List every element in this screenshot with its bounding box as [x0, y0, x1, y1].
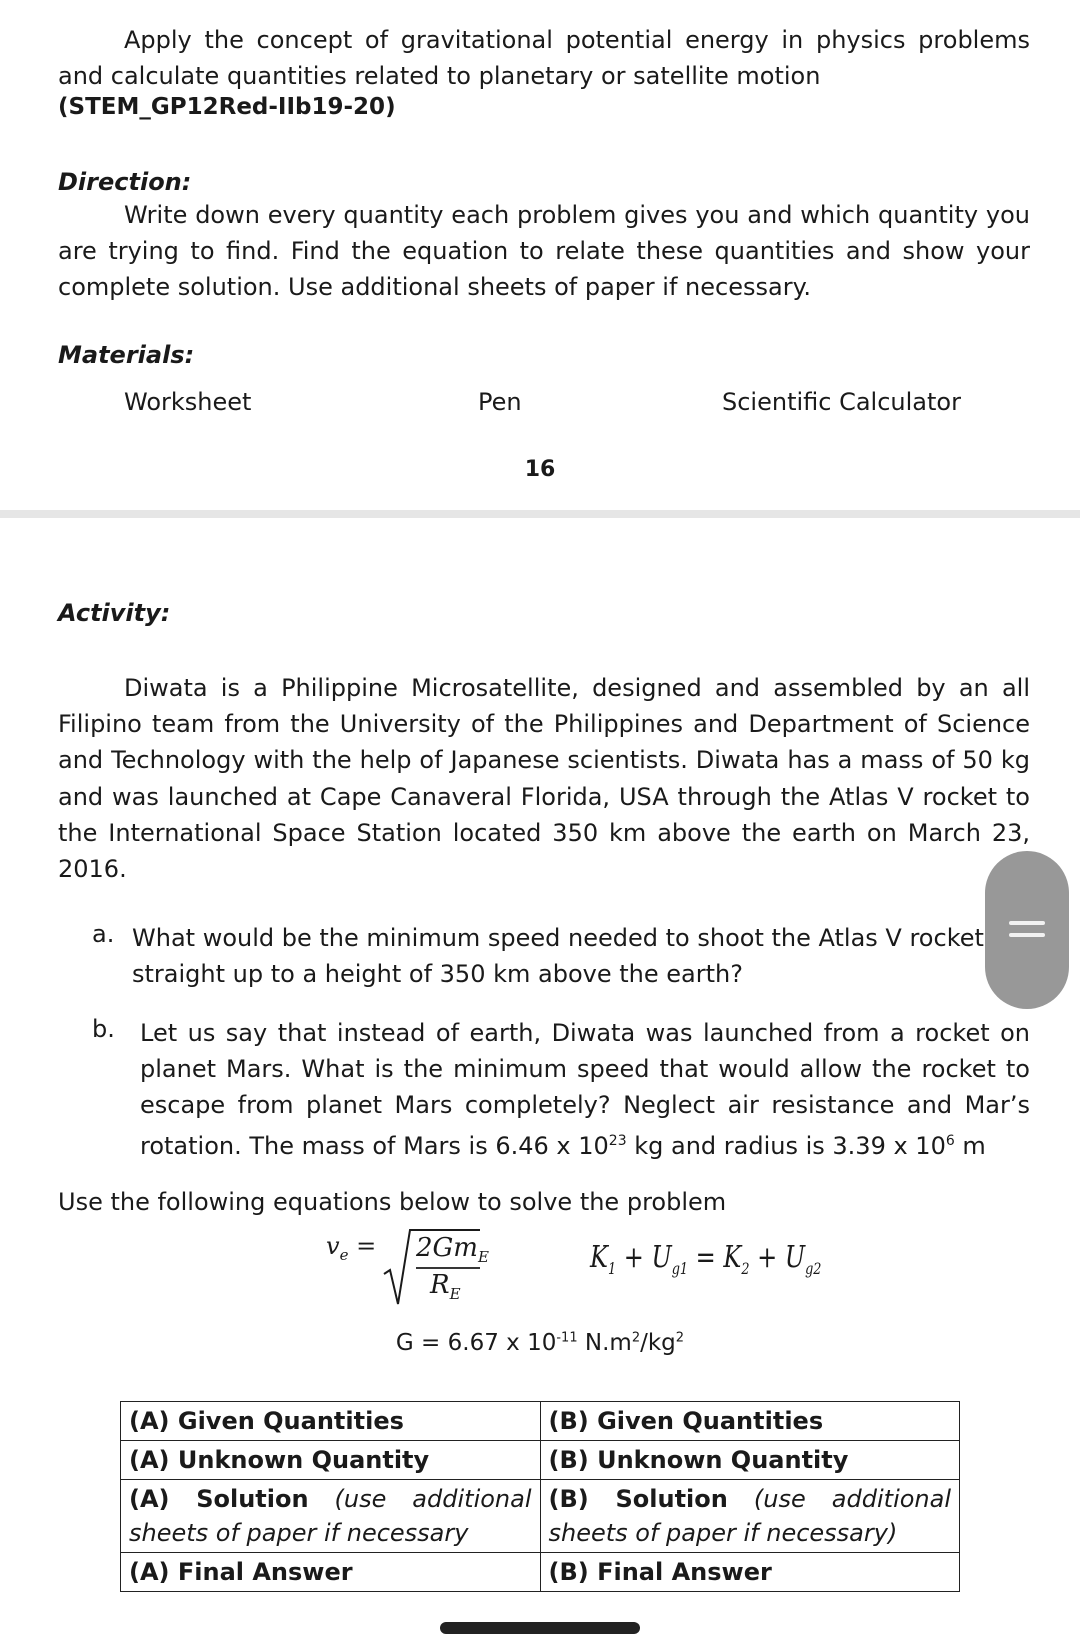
table-cell: (B) Final Answer [540, 1553, 960, 1592]
table-cell: (A) Solution (use additional sheets of paper if necessary [121, 1480, 541, 1553]
table-cell: (B) Given Quantities [540, 1402, 960, 1441]
material-pen: Pen [478, 388, 522, 416]
table-row [121, 1553, 960, 1592]
question-a-letter: a. [92, 920, 115, 948]
page-divider [0, 510, 1080, 518]
direction-heading: Direction: [58, 168, 192, 196]
gravitational-constant: G = 6.67 x $10^{-11}$ $N.m^2/kg^2$ [395, 1330, 685, 1356]
table-cell: (A) Unknown Quantity [121, 1441, 541, 1480]
energy-conservation-equation: $K_1 + U_{g1} = K_2 + U_{g2}$ [590, 1240, 822, 1278]
objective-text: Apply the concept of gravitational potential energy in physics problems and calculate quantities related to planetary or satellite motion [58, 26, 1030, 90]
table-cell: (A) Given Quantities [121, 1402, 541, 1441]
page-number: 16 [524, 457, 556, 482]
direction-text: Write down every quantity each problem gives you and which quantity you are trying to find. Find the equation to relate these quantities and show your complete solution. Use additional sheets of paper if necessary. [58, 201, 1030, 301]
table-row [121, 1480, 960, 1553]
grip-line-icon [1009, 933, 1045, 937]
equations-intro: Use the following equations below to solve the problem [58, 1188, 727, 1216]
activity-text: Diwata is a Philippine Microsatellite, designed and assembled by an all Filipino team from the University of the Philippines and Department of Science and Technology with the help of Japanese scientists. Diwata has a mass of 50 kg and was launched at Cape Canaveral Florida, USA through the Atlas V rocket to the International Space Station located 350 km above the earth on March 23, 2016. [58, 674, 1030, 884]
home-indicator[interactable] [440, 1622, 640, 1634]
escape-velocity-numerator: $2Gm_E$ [416, 1233, 489, 1267]
table-row [121, 1402, 960, 1441]
materials-heading: Materials: [58, 341, 195, 369]
answer-table [120, 1401, 960, 1592]
escape-velocity-denominator: $R_E$ [430, 1270, 461, 1304]
question-b-text: Let us say that instead of earth, Diwata was launched from a rocket on planet Mars. What is the minimum speed that would allow the rocket to escape from planet Mars completely? Neglect air resistance and Mar’s rotation. The mass of Mars is 6.46 x $10^{23}$ kg and radius is 3.39 x $10^6$ m [140, 1019, 1030, 1160]
table-cell: (B) Solution (use additional sheets of paper if necessary) [540, 1480, 960, 1553]
activity-heading: Activity: [58, 599, 171, 627]
table-row [121, 1441, 960, 1480]
grip-line-icon [1009, 921, 1045, 925]
material-calculator: Scientific Calculator [722, 388, 961, 416]
table-cell: (A) Final Answer [121, 1553, 541, 1592]
competency-code: (STEM_GP12Red-IIb19-20) [58, 94, 396, 120]
question-b-letter: b. [92, 1015, 115, 1043]
question-a-text: What would be the minimum speed needed to shoot the Atlas V rocket straight up to a height of 350 km above the earth? [132, 924, 984, 988]
material-worksheet: Worksheet [124, 388, 252, 416]
scroll-handle[interactable] [985, 851, 1069, 1009]
escape-velocity-lhs: $v_e$ = [326, 1232, 377, 1264]
table-cell: (B) Unknown Quantity [540, 1441, 960, 1480]
